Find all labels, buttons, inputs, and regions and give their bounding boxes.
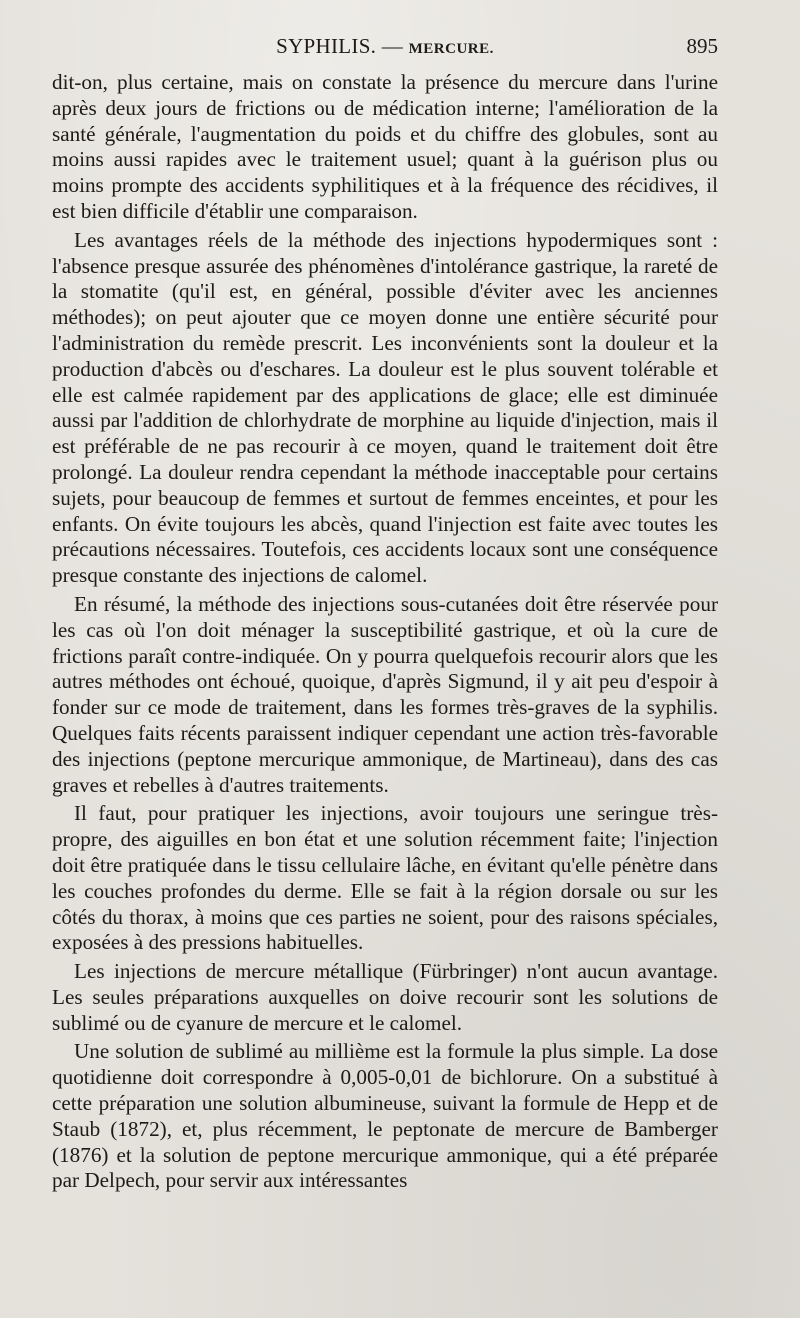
paragraph-5: Les injections de mercure métallique (Fürbringer) n'ont aucun avantage. Les seules préparations auxquelles on doive recourir sont les solutions de sublimé ou de cyanure de mercure et le calomel. [52, 959, 718, 1035]
running-head [52, 32, 718, 60]
running-title [52, 32, 718, 63]
paragraph-6: Une solution de sublimé au millième est la formule la plus simple. La dose quotidienne doit correspondre à 0,005-0,01 de bichlorure. On a substitué à cette préparation une solution albumineuse, suivant la formule de Hepp et de Staub (1872), et, plus récemment, le peptonate de mercure de Bamberger (1876) et la solution de peptone mercurique ammonique, qui a été préparée par Delpech, pour servir aux intéressantes [52, 1039, 718, 1193]
page-number: 895 [686, 34, 718, 58]
running-title-main: SYPHILIS. — [276, 34, 409, 58]
paragraph-4: Il faut, pour pratiquer les injections, avoir toujours une seringue très-propre, des aiguilles en bon état et une solution récemment faite; l'injection doit être pratiquée dans le tissu cellulaire lâche, en évitant qu'elle pénètre dans les couches profondes du derme. Elle se fait à la région dorsale ou sur les côtés du thorax, à moins que ces parties ne soient, pour des raisons spéciales, exposées à des pressions habituelles. [52, 801, 718, 955]
paragraph-3: En résumé, la méthode des injections sous-cutanées doit être réservée pour les cas où l'on doit ménager la susceptibilité gastrique, et où la cure de frictions paraît contre-indiquée. On y pourra quelquefois recourir alors que les autres méthodes ont échoué, quoique, d'après Sigmund, il y ait peu d'espoir à fonder sur ce mode de traitement, dans les formes très-graves de la syphilis. Quelques faits récents paraissent indiquer cependant une action très-favorable des injections (peptone mercurique ammonique, de Martineau), dans des cas graves et rebelles à d'autres traitements. [52, 591, 718, 797]
running-title-sub: MERCURE. [408, 41, 494, 57]
body-text [52, 70, 718, 1197]
paragraph-2: Les avantages réels de la méthode des injections hypodermiques sont : l'absence presque assurée des phénomènes d'intolérance gastrique, la rareté de la stomatite (qu'il est, en général, possible d'éviter avec les anciennes méthodes); on peut ajouter que ce moyen donne une entière sécurité pour l'administration du remède prescrit. Les inconvénients sont la douleur et la production d'abcès ou d'eschares. La douleur est le plus souvent tolérable et elle est calmée rapidement par des applications de glace; elle est diminuée aussi par l'addition de chlorhydrate de morphine au liquide d'injection, mais il est préférable de ne pas recourir à ce moyen, quand le traitement doit être prolongé. La douleur rendra cependant la méthode inacceptable pour certains sujets, pour beaucoup de femmes et surtout de femmes enceintes, et pour les enfants. On évite toujours les abcès, quand l'injection est faite avec toutes les précautions nécessaires. Toutefois, ces accidents locaux sont une conséquence presque constante des injections de calomel. [52, 227, 718, 588]
paragraph-1: dit-on, plus certaine, mais on constate la présence du mercure dans l'urine après deux jours de frictions ou de médication interne; l'amélioration de la santé générale, l'augmentation du poids et du chiffre des globules, sont au moins aussi rapides avec le traitement usuel; quant à la guérison plus ou moins prompte des accidents syphilitiques et à la fréquence des récidives, il est bien difficile d'établir une comparaison. [52, 70, 718, 223]
